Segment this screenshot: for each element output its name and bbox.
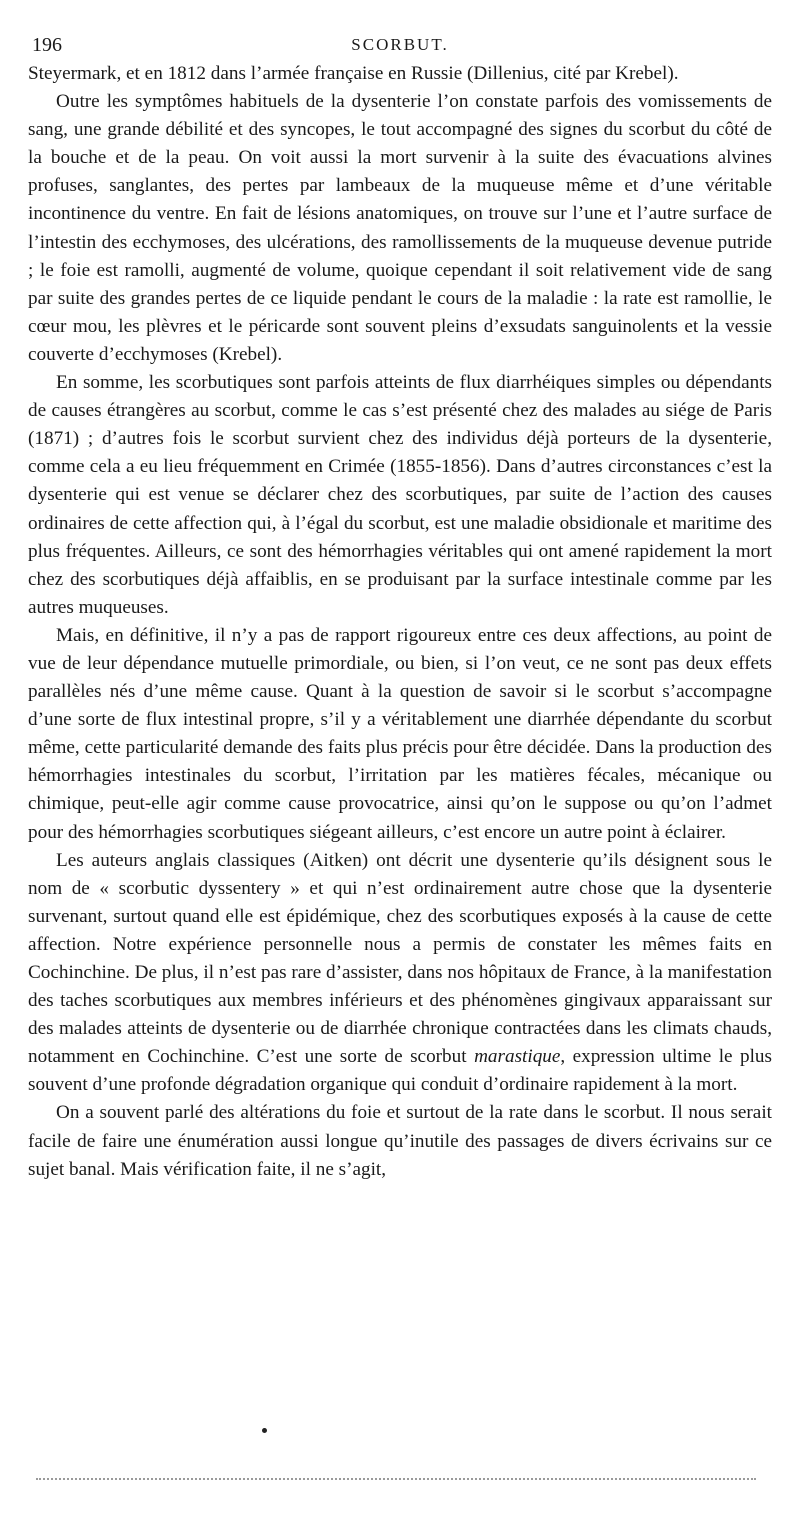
body-text [28,60,772,1184]
bottom-dotted-rule [36,1478,756,1480]
paragraph-text: Steyermark, et en 1812 dans l’armée française en Russie (Dillenius, cité par Krebel). [28,63,679,84]
page-number: 196 [32,34,62,56]
italic-term: marastique [474,1046,561,1068]
paragraph-text: En somme, les scorbutiques sont parfois atteints de flux diarrhéiques simples ou dépendants de causes étrangères au scorbut, comme le cas s’est présenté chez des malades au siége de Paris (1871) ; d’autres fois le scorbut survient chez des individus déjà porteurs de la dysenterie, comme cela a eu lieu fréquemment en Crimée (1855-1856). Dans d’autres circonstances c’est la dysenterie qui est venue se déclarer chez des scorbutiques, par suite de l’action des causes ordinaires de cette affection qui, à l’égal du scorbut, est une maladie obsidionale et maritime des plus fréquentes. Ailleurs, ce sont des hémorrhagies véritables qui ont amené rapidement la mort chez des scorbutiques déjà affaiblis, en se produisant par la surface intestinale comme par les autres muqueuses. [28,372,772,618]
paragraph-continued [28,60,772,88]
paragraph-foie-rate [28,1099,772,1183]
paragraph-en-definitive [28,622,772,847]
paragraph-text: Mais, en définitive, il n’y a pas de rapport rigoureux entre ces deux affections, au point de vue de leur dépendance mutuelle primordiale, ou bien, si l’on veut, ce ne sont pas deux effets parallèles nés d’une même cause. Quant à la question de savoir si le scorbut s’accompagne d’une sorte de flux intestinal propre, s’il y a véritablement une diarrhée dépendante du scorbut même, cette particularité demande des faits plus précis pour être décidée. Dans la production des hémorrhagies intestinales du scorbut, l’irritation par les matières fécales, mécanique ou chimique, peut-elle agir comme cause provocatrice, ainsi qu’on le suppose ou qu’on l’admet pour des hémorrhagies scorbutiques siégeant ailleurs, c’est encore un autre point à éclairer. [28,624,772,843]
print-speck [262,1428,267,1433]
paragraph-text: , expression ultime le plus souvent d’une profonde dégradation organique qui conduit d’ordinaire rapidement à la mort. [28,1046,772,1096]
paragraph-en-somme [28,369,772,622]
paragraph-dysentery-symptoms [28,88,772,369]
paragraph-text: Les auteurs anglais classiques (Aitken) ont décrit une dysenterie qu’ils désignent sous le nom de « scorbutic dyssentery » et qui n’est ordinairement autre chose que la dysenterie survenant, surtout quand elle est épidémique, chez des scorbutiques exposés à la cause de cette affection. Notre expérience personnelle nous a permis de constater les mêmes faits en Cochinchine. De plus, il n’est pas rare d’assister, dans nos hôpitaux de France, à la manifestation des taches scorbutiques aux membres inférieurs et des phénomènes gingivaux apparaissant sur des malades atteints de dysenterie ou de diarrhée chronique contractées dans les climats chauds, notamment en Cochinchine. C’est une sorte de scorbut [28,849,772,1068]
book-page [28,30,772,1184]
paragraph-text: Outre les symptômes habituels de la dysenterie l’on constate parfois des vomissements de sang, une grande débilité et des syncopes, le tout accompagné des signes du scorbut du côté de la bouche et de la peau. On voit aussi la mort survenir à la suite des évacuations alvines profuses, sanglantes, des pertes par lambeaux de la muqueuse même et d’une véritable incontinence du ventre. En fait de lésions anatomiques, on trouve sur l’une et l’autre surface de l’intestin des ecchymoses, des ulcérations, des ramollissements de la muqueuse devenue putride ; le foie est ramolli, augmenté de volume, quoique cependant il soit relativement vide de sang par suite des grandes pertes de ce liquide pendant le cours de la maladie : la rate est ramollie, le cœur mou, les plèvres et le péricarde sont souvent pleins d’exsudats sanguinolents et la vessie couverte d’ecchymoses (Krebel). [28,91,772,365]
paragraph-text: On a souvent parlé des altérations du foie et surtout de la rate dans le scorbut. Il nous serait facile de faire une énumération aussi longue qu’inutile des passages de divers écrivains sur ce sujet banal. Mais vérification faite, il ne s’agit, [28,1102,772,1180]
paragraph-auteurs-anglais [28,847,772,1100]
running-title: SCORBUT. [351,35,449,54]
running-head [28,30,772,60]
